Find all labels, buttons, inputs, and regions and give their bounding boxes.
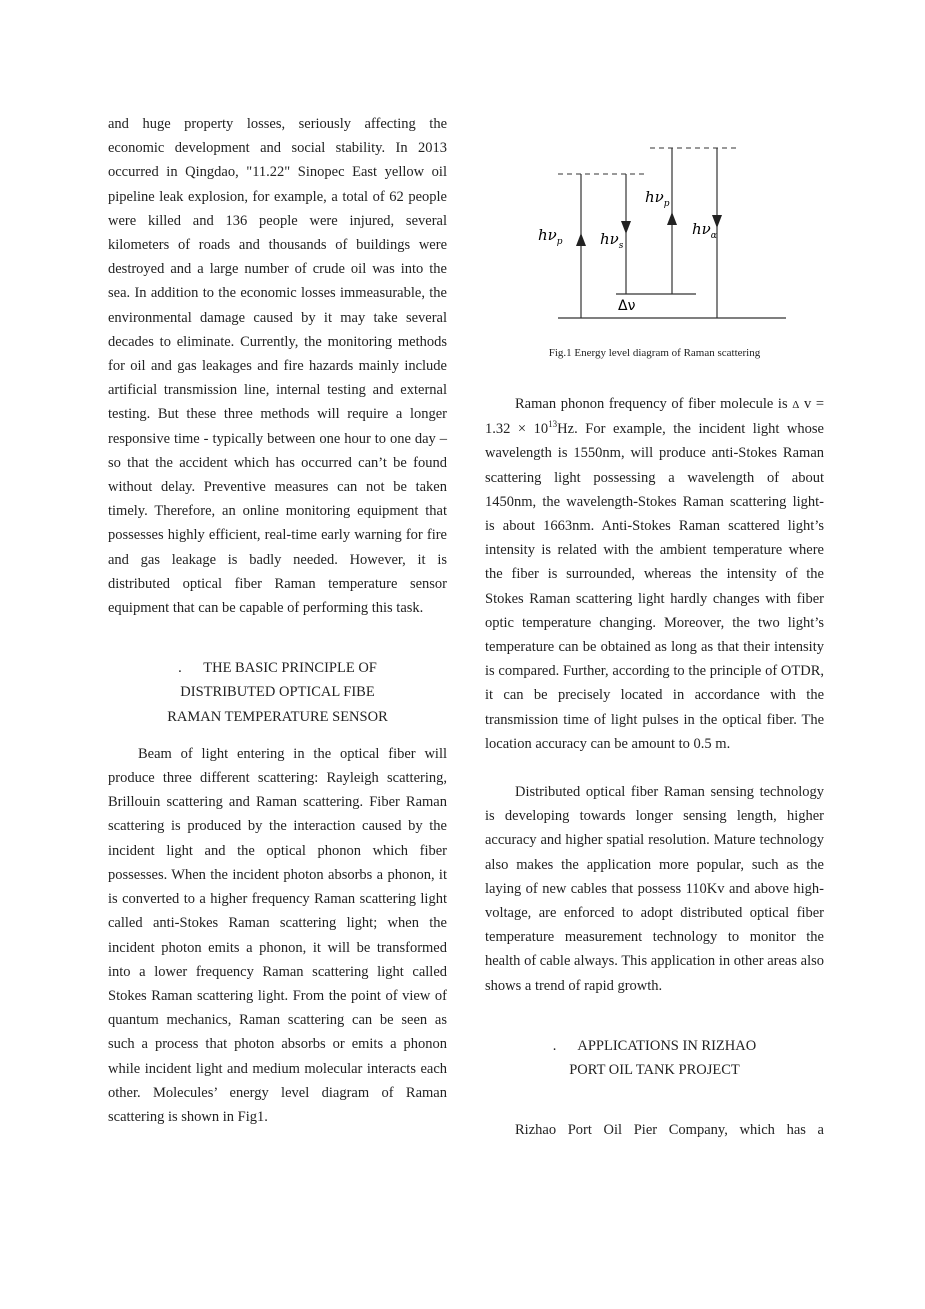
section-heading-line-1: . THE BASIC PRINCIPLE OF — [178, 660, 377, 677]
applications-heading-line-1: . APPLICATIONS IN RIZHAO — [552, 1037, 757, 1054]
applications-heading-line-2: PORT OIL TANK PROJECT — [569, 1062, 740, 1079]
arrow-up-right — [667, 212, 677, 225]
arrow-up-left — [576, 233, 586, 246]
section-heading-line-3: RAMAN TEMPERATURE SENSOR — [167, 708, 388, 725]
label-hv-p-left: $h\nu_p$ — [538, 226, 563, 247]
section-heading-line-2: DISTRIBUTED OPTICAL FIBE — [180, 684, 375, 701]
arrow-down-stokes — [621, 221, 631, 234]
label-hv-alpha: $h\nu_\alpha$ — [692, 220, 717, 241]
label-hv-p-right: $h\nu_p$ — [645, 188, 670, 209]
intro-paragraph: and huge property losses, seriously affecting the economic development and social stability. In 2013 occurred in Qingdao, "11.22" Sinopec East yellow oil pipeline leak explosion, for example, a total of 62 people were killed and 136 people were injured, several kilometers of roads and thousands of buildings were destroyed and a large number of crude oil was into the sea. In addition to the economic losses immeasurable, the environmental damage caused by it may take several decades to eliminate. Currently, the monitoring methods for oil and gas leakages and fire hazards mainly include artificial transmission line, internal testing and external testing. But these three methods will require a longer responsive time - typically between one hour to one day – so that the accident which has occurred can’t be found without delay. Preventive measures can not be taken timely. Therefore, an online monitoring equipment that possesses highly efficient, real-time early warning for fire and gas leakage is badly needed. However, it is distributed optical fiber Raman temperature sensor equipment that can be capable of performing this task. — [108, 116, 447, 617]
principle-paragraph: Beam of light entering in the optical fiber will produce three different scattering: Rayleigh scattering, Brillouin scattering and Raman scattering. Fiber Raman scattering is produced by the interaction caused by the incident light and the optical phonon which fiber possesses. When the incident photon absorbs a phonon, it is converted to a higher frequency Raman scattering light called anti-Stokes Raman scattering light; when the incident photon emits a phonon, it will be transformed into a lower frequency Raman scattering light called Stokes Raman scattering light. From the point of view of quantum mechanics, Raman scattering can be seen as such a process that photon absorbs or emits a phonon while incident light and medium molecular interacts each other. Molecules’ energy level diagram of Raman scattering is shown in Fig1. — [108, 745, 447, 1125]
left-column — [108, 112, 447, 1129]
label-delta-nu: Δν — [618, 298, 636, 314]
technology-paragraph: Distributed optical fiber Raman sensing technology is developing towards longer sensing length, higher accuracy and higher spatial resolution. Mature technology also makes the application more popular, such as the laying of new cables that possess 110Kv and above high-voltage, are enforced to adopt distributed optical fiber temperature measurement technology to monitor the health of cable always. This application in other areas also shows a trend of rapid growth. — [485, 784, 824, 994]
rizhao-paragraph: Rizhao Port Oil Pier Company, which has a — [515, 1122, 824, 1139]
right-column — [485, 392, 824, 1142]
raman-frequency-paragraph: Raman phonon frequency of fiber molecule is Δ $v = 1.32 \times 10^{13}Hz$. For example, the incident light whose wavelength is 1550nm, will produce anti-Stokes Raman scattering light possessing a wavelength of about 1450nm, the wavelength-Stokes Raman scattering light- is about 1663nm. Anti-Stokes Raman scattered light’s intensity is related with the ambient temperature where the fiber is surrounded, whereas the intensity of the Stokes Raman scattering light hardly changes with fiber optic temperature changing. Moreover, the two light’s temperature can be obtained as long as that their intensity is compared. Further, according to the principle of OTDR, it can be precisely located in accordance with the transmission time of light pulses in the optical fiber. The location accuracy can be amount to 0.5 m. — [485, 396, 824, 752]
energy-level-diagram — [520, 130, 800, 330]
arrow-down-anti-stokes — [712, 215, 722, 228]
figure-caption: Fig.1 Energy level diagram of Raman scattering — [548, 347, 761, 359]
label-hv-s: $h\nu_s$ — [600, 230, 624, 251]
